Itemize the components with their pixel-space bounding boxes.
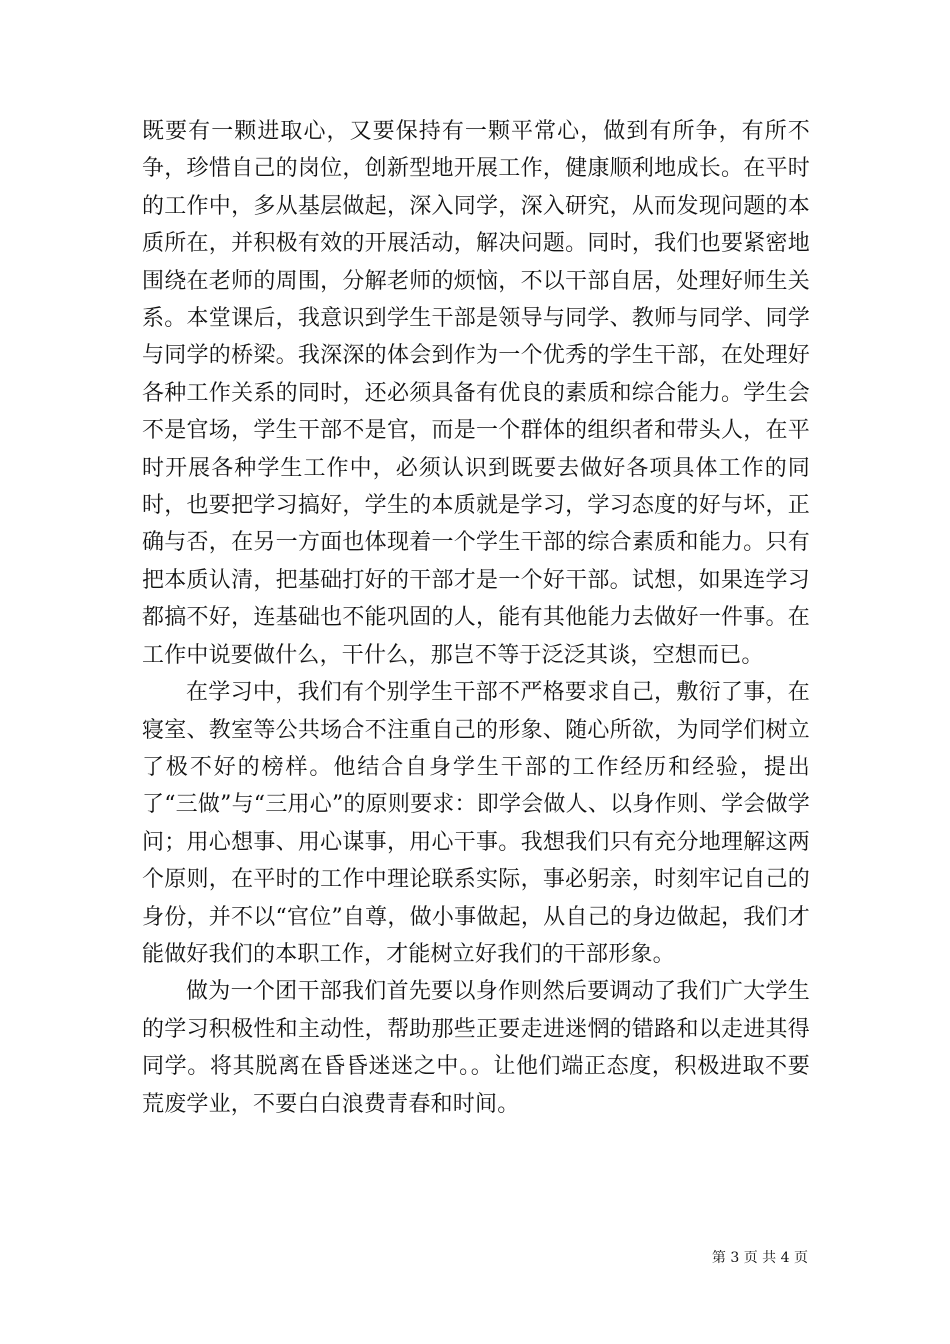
paragraph-1: 既要有一颗进取心，又要保持有一颗平常心，做到有所争，有所不争，珍惜自己的岗位，创新型地开展工作，健康顺利地成长。在平时的工作中，多从基层做起，深入同学，深入研究，从而发现问题的本质所在，并积极有效的开展活动，解决问题。同时，我们也要紧密地围绕在老师的周围，分解老师的烦恼，不以干部自居，处理好师生关系。本堂课后，我意识到学生干部是领导与同学、教师与同学、同学与同学的桥梁。我深深的体会到作为一个优秀的学生干部，在处理好各种工作关系的同时，还必须具备有优良的素质和综合能力。学生会不是官场，学生干部不是官，而是一个群体的组织者和带头人，在平时开展各种学生工作中，必须认识到既要去做好各项具体工作的同时，也要把学习搞好，学生的本质就是学习，学习态度的好与坏，正确与否，在另一方面也体现着一个学生干部的综合素质和能力。只有把本质认清，把基础打好的干部才是一个好干部。试想，如果连学习都搞不好，连基础也不能巩固的人，能有其他能力去做好一件事。在工作中说要做什么，干什么，那岂不等于泛泛其谈，空想而已。 — [142, 119, 810, 668]
paragraph-2: 在学习中，我们有个别学生干部不严格要求自己，敷衍了事，在寝室、教室等公共场合不注重自己的形象、随心所欲，为同学们树立了极不好的榜样。他结合自身学生干部的工作经历和经验，提出了“三做”与“三用心”的原则要求：即学会做人、以身作则、学会做学问；用心想事、用心谋事，用心干事。我想我们只有充分地理解这两个原则，在平时的工作中理论联系实际，事必躬亲，时刻牢记自己的身份，并不以“官位”自尊，做小事做起，从自己的身边做起，我们才能做好我们的本职工作，才能树立好我们的干部形象。 — [142, 680, 810, 967]
page-number-label: 第 3 页 共 4 页 — [711, 1250, 808, 1266]
page-number-footer — [712, 1249, 808, 1267]
body-text — [142, 113, 810, 1123]
paragraph-3: 做为一个团干部我们首先要以身作则然后要调动了我们广大学生的学习积极性和主动性，帮助那些正要走进迷惘的错路和以走进其得同学。将其脱离在昏昏迷迷之中。。让他们端正态度，积极进取不要荒废学业，不要白白浪费青春和时间。 — [142, 979, 810, 1117]
